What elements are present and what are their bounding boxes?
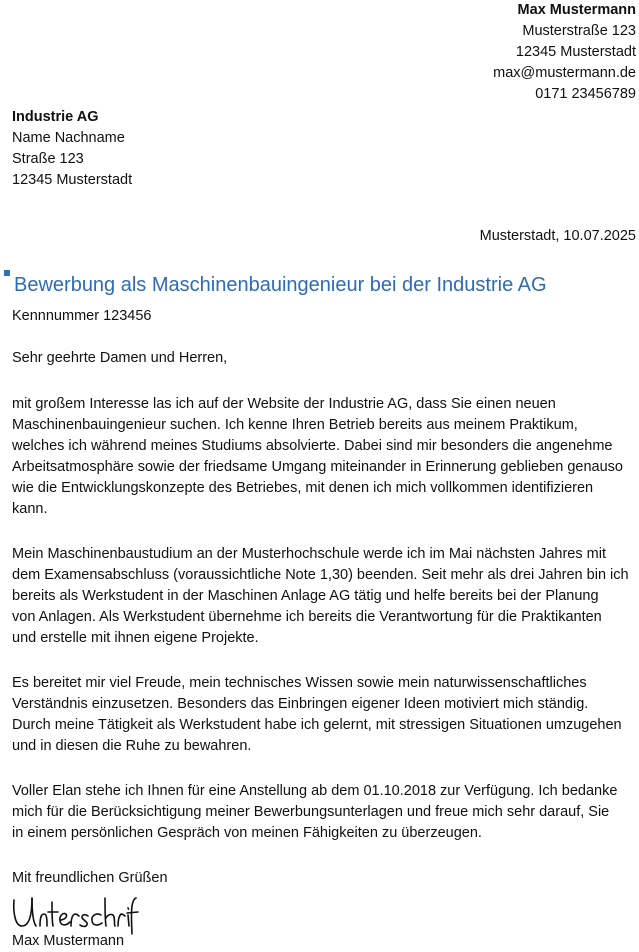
paragraph-line: mit großem Interesse las ich auf der Website der Industrie AG, dass Sie einen neuen <box>12 396 556 412</box>
sender-email: max@mustermann.de <box>493 65 636 81</box>
paragraph-line: Verständnis einzusetzen. Besonders das Einbringen eigener Ideen motiviert mich ständig. <box>12 696 589 712</box>
closing-phrase: Mit freundlichen Grüßen <box>12 870 168 886</box>
subject-heading: Bewerbung als Maschinenbauingenieur bei der Industrie AG <box>14 274 547 296</box>
sender-phone: 0171 23456789 <box>535 86 636 102</box>
recipient-company: Industrie AG <box>12 109 99 125</box>
paragraph-line: bereits als Werkstudent in der Maschinen Anlage AG tätig und helfe bereits bei der Planung <box>12 588 599 604</box>
recipient-city: 12345 Musterstadt <box>12 172 133 188</box>
paragraph-line: Voller Elan stehe ich Ihnen für eine Anstellung ab dem 01.10.2018 zur Verfügung. Ich bedanke <box>12 783 618 799</box>
paragraph-line: mich für die Berücksichtigung meiner Bewerbungsunterlagen und freue mich sehr darauf, Sie <box>12 804 610 820</box>
paragraph-line: welches ich während meines Studiums absolvierte. Dabei sind mir besonders die angenehme <box>12 438 613 454</box>
paragraph-line: Mein Maschinenbaustudium an der Musterhochschule werde ich im Mai nächsten Jahres mit <box>12 546 606 562</box>
sender-city: 12345 Musterstadt <box>515 44 636 60</box>
body-paragraph-3 <box>12 673 636 757</box>
recipient-contact: Name Nachname <box>12 130 125 146</box>
recipient-street: Straße 123 <box>12 151 84 167</box>
sender-address <box>493 0 636 105</box>
paragraph-line: kann. <box>12 501 48 517</box>
paragraph-line: wie die Entwicklungskonzepte des Betriebes, mit denen ich mich vollkommen identifizieren <box>12 480 594 496</box>
heading-marker <box>4 270 10 276</box>
paragraph-line: Es bereitet mir viel Freude, mein technisches Wissen sowie mein naturwissenschaftliches <box>12 675 587 691</box>
sender-name: Max Mustermann <box>517 2 636 18</box>
body-paragraph-4 <box>12 781 636 844</box>
paragraph-line: Arbeitsatmosphäre sowie der friedsame Umgang miteinander in Erinnerung geblieben genauso <box>12 459 623 475</box>
body-paragraph-1 <box>12 394 636 520</box>
paragraph-line: und in diesen die Ruhe zu bewahren. <box>12 738 252 754</box>
paragraph-line: Durch meine Tätigkeit als Werkstudent habe ich gelernt, mit stressigen Situationen umzugehen <box>12 717 622 733</box>
handwritten-signature <box>10 892 140 936</box>
paragraph-line: Maschinenbauingenieur suchen. Ich kenne Ihren Betrieb bereits aus meinem Praktikum, <box>12 417 578 433</box>
body-paragraph-2 <box>12 544 636 649</box>
signer-name: Max Mustermann <box>12 933 125 949</box>
reference-number: Kennnummer 123456 <box>12 308 152 324</box>
salutation: Sehr geehrte Damen und Herren, <box>12 350 228 366</box>
paragraph-line: in einem persönlichen Gespräch von meinen Fähigkeiten zu überzeugen. <box>12 825 482 841</box>
date-line: Musterstadt, 10.07.2025 <box>479 228 636 244</box>
recipient-address <box>12 107 132 191</box>
paragraph-line: und erstelle mit ihnen eigene Projekte. <box>12 630 259 646</box>
paragraph-line: von Anlagen. Als Werkstudent übernehme ich bereits die Verantwortung für die Praktikanten <box>12 609 602 625</box>
paragraph-line: dem Examensabschluss (voraussichtliche Note 1,30) beenden. Seit mehr als drei Jahren bin ich <box>12 567 629 583</box>
sender-street: Musterstraße 123 <box>522 23 636 39</box>
